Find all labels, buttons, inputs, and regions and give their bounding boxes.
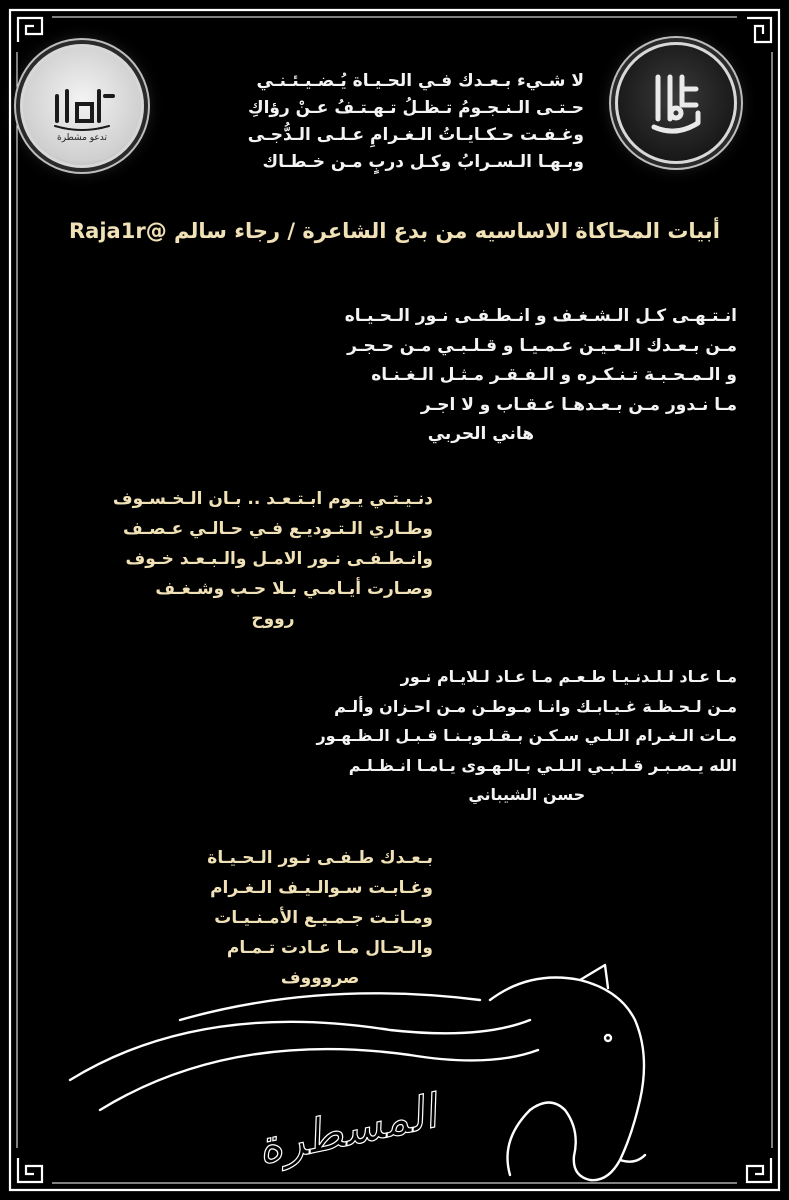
poem-line: مـات الـغـرام الـلـي سـكـن بـقـلـوبـنـا قـبـل الـظـهـور xyxy=(316,726,737,745)
horse-signature-illustration xyxy=(60,960,700,1190)
logo-left xyxy=(20,44,144,168)
poem-line: انـتـهـى كـل الـشـغـف و انـطـفـى نـور الـحـيـاه xyxy=(344,306,737,326)
poem-line: وصـارت أيـامـي بـلا حـب وشـغـف xyxy=(155,579,433,599)
poem-line: مـن لـحـظـة غـيـابـك وانـا مـوطـن مـن احـزان وألـم xyxy=(334,696,737,716)
poem-line: وغـابـت سـوالـيـف الـغـرام xyxy=(210,878,433,898)
poem-block xyxy=(345,302,737,450)
poem-block xyxy=(113,484,433,634)
intro-line: وغـفـت حـكـايـاتُ الـغـرامِ عـلـى الـدُّجـى xyxy=(247,125,584,145)
calligraphy-logo-dark-icon xyxy=(640,67,712,139)
poem-line: وانـطـفـى نـور الامـل والـبـعـد خـوف xyxy=(125,549,433,569)
poem-author: صروووف xyxy=(280,968,360,988)
logo-right xyxy=(615,42,737,164)
poem-line: دنـيـتـي يـوم ابـتـعـد .. بـان الـخـسـوف xyxy=(112,489,433,509)
intro-line: وبـهـا الـسـرابُ وكـل دربٍ مـن خـطـاك xyxy=(262,152,584,172)
intro-line: لا شـيء بـعـدك فـي الحـيـاة يُـضـيـئـنـي xyxy=(256,71,584,91)
intro-poem xyxy=(248,68,584,176)
poem-line: الله يـصـبـر قـلـبـي الـلـي بـالـهـوى يـامـا انـظـلـم xyxy=(348,755,737,775)
calligraphy-logo-light-icon xyxy=(47,76,117,136)
poem-line: وطـاري الـتـوديـع فـي حـالـي عـصـف xyxy=(123,519,433,539)
poem-author: حسن الشيباني xyxy=(468,785,586,804)
intro-line: حـتـى الـنـجـومُ تـظـلُ تـهـتـفُ عـنْ رؤاكِ xyxy=(248,98,584,118)
poem-line: مـا نـدور مـن بـعـدهـا عـقـاب و لا اجـر xyxy=(420,394,737,415)
poem-line: مـن بـعـدك الـعـيـن عـمـيـا و قـلـبـي مـن حـجـر xyxy=(347,335,737,356)
signature-text: المسطرة xyxy=(252,1084,442,1175)
poem-author: هاني الحربي xyxy=(427,424,535,444)
poem-line: والـحـال مـا عـادت تـمـام xyxy=(226,938,433,958)
poem-line: بـعـدك طـفـى نـور الـحـيـاة xyxy=(207,848,433,868)
page-heading: أبيات المحاكاة الاساسيه من بدع الشاعرة / رجاء سالم @Raja1r xyxy=(69,219,720,243)
poem-line: مـا عـاد لـلـدنـيـا طـعـم مـا عـاد لـلايـام نـور xyxy=(400,667,737,686)
poem-line: و الـمـحـبـة تـنـكـره و الـفـقـر مـثـل الـغـنـاه xyxy=(371,365,737,385)
poem-author: رووح xyxy=(251,609,295,629)
logo-caption: تدعو مشطرة xyxy=(56,133,108,143)
poem-block xyxy=(316,662,737,810)
poem-line: ومـاتـت جـمـيـع الأمـنـيـات xyxy=(214,908,433,928)
